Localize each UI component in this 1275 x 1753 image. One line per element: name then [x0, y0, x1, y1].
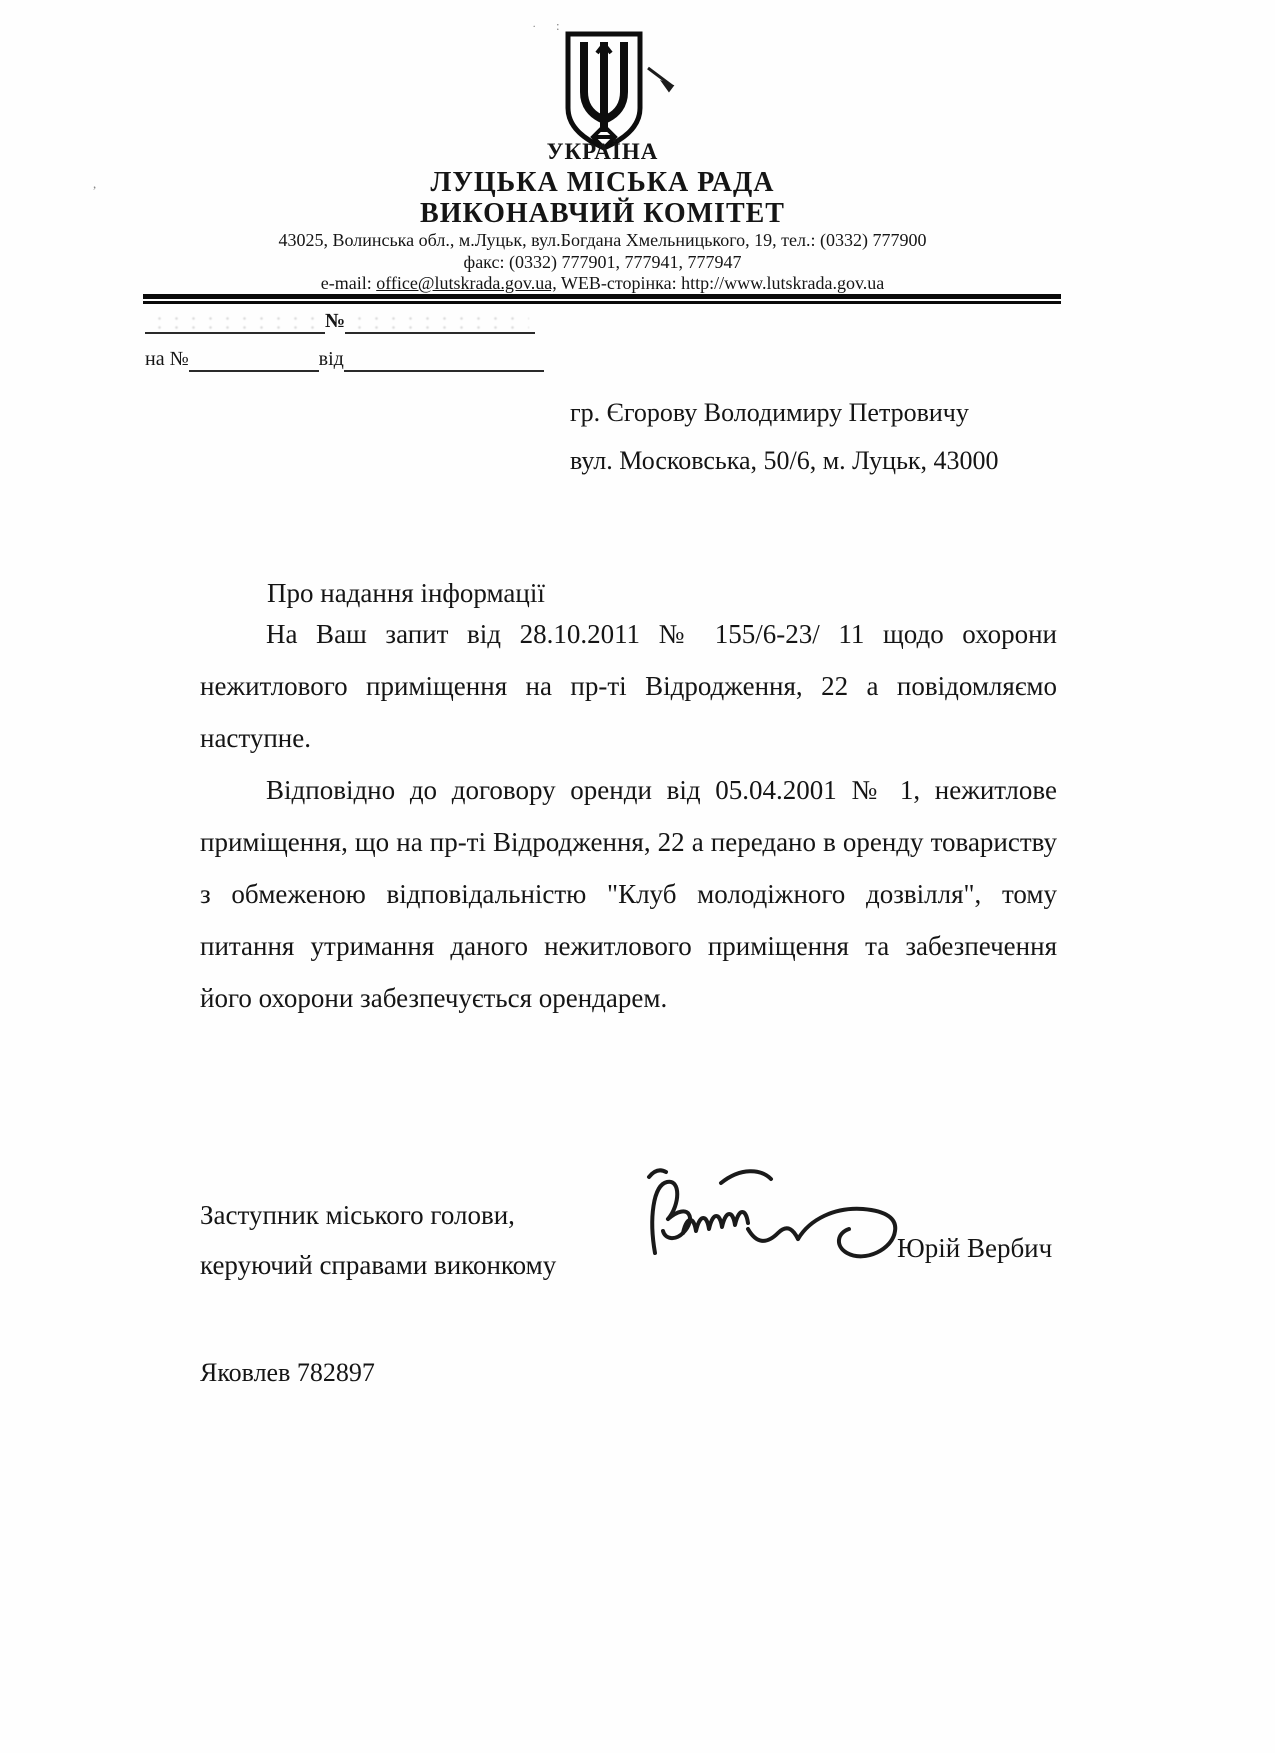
letter-subject: Про надання інформації [267, 578, 545, 608]
faint-stamp-mark [351, 314, 529, 330]
letter-body [200, 608, 1057, 1024]
number-sign-label: № [325, 310, 346, 332]
signer-title-line-2: керуючий справами виконкому [200, 1250, 557, 1280]
body-paragraph-1: На Ваш запит від 28.10.2011 № 155/6-23/ 11 щодо охорони нежитлового приміщення на пр-ті Відродження, 22 а повідомляємо наступне. [200, 619, 1057, 753]
incoming-ref-line [145, 346, 745, 374]
scan-speck: , [93, 176, 97, 191]
letterhead-divider-rule [143, 294, 1061, 304]
signer-name: Юрій Вербич [897, 1233, 1053, 1263]
web-label: WEB-сторінка: [556, 273, 682, 293]
letterhead-fax: факс: (0332) 777901, 777941, 777947 [463, 252, 742, 272]
email-address: office@lutskrada.gov.ua, [376, 273, 557, 293]
handwritten-signature [625, 1155, 915, 1290]
date-label: від [318, 348, 344, 370]
scan-speck: : [556, 18, 560, 33]
recipient-name: гр. Єгорову Володимиру Петровичу [570, 398, 969, 427]
outgoing-number-blank [345, 308, 535, 334]
web-url: http://www.lutskrada.gov.ua [681, 273, 885, 293]
outgoing-ref-line [145, 308, 745, 336]
letterhead-org-unit: ВИКОНАВЧИЙ КОМІТЕТ [420, 198, 785, 229]
email-label: e-mail: [320, 273, 377, 293]
scan-speck: ˙ [532, 22, 537, 37]
letterhead-email-web-line [0, 273, 1205, 294]
incoming-date-blank [344, 346, 544, 372]
letterhead-org-name: ЛУЦЬКА МІСЬКА РАДА [430, 167, 775, 198]
recipient-address: вул. Московська, 50/6, м. Луцьк, 43000 [570, 446, 999, 475]
letterhead-country: УКРАЇНА [546, 139, 659, 164]
body-paragraph-2: Відповідно до договору оренди від 05.04.2001 № 1, нежитлове приміщення, що на пр-ті Відродження, 22 а передано в оренду товариству з обмеженою відповідальністю "Клуб молодіжного дозвілля", тому питання утримання даного нежитлового приміщення та забезпечення його охорони забезпечується орендарем. [200, 775, 1057, 1013]
pen-arrow-mark [648, 68, 672, 90]
signer-title [200, 1190, 556, 1290]
letterhead-address: 43025, Волинська обл., м.Луцьк, вул.Богдана Хмельницького, 19, тел.: (0332) 777900 [278, 230, 927, 250]
executor-note: Яковлев 782897 [200, 1358, 375, 1387]
outgoing-date-blank [145, 308, 325, 334]
signer-title-line-1: Заступник міського голови, [200, 1200, 515, 1230]
faint-stamp-mark [151, 314, 319, 330]
reply-to-label: на № [145, 348, 189, 370]
incoming-number-blank [189, 346, 319, 372]
